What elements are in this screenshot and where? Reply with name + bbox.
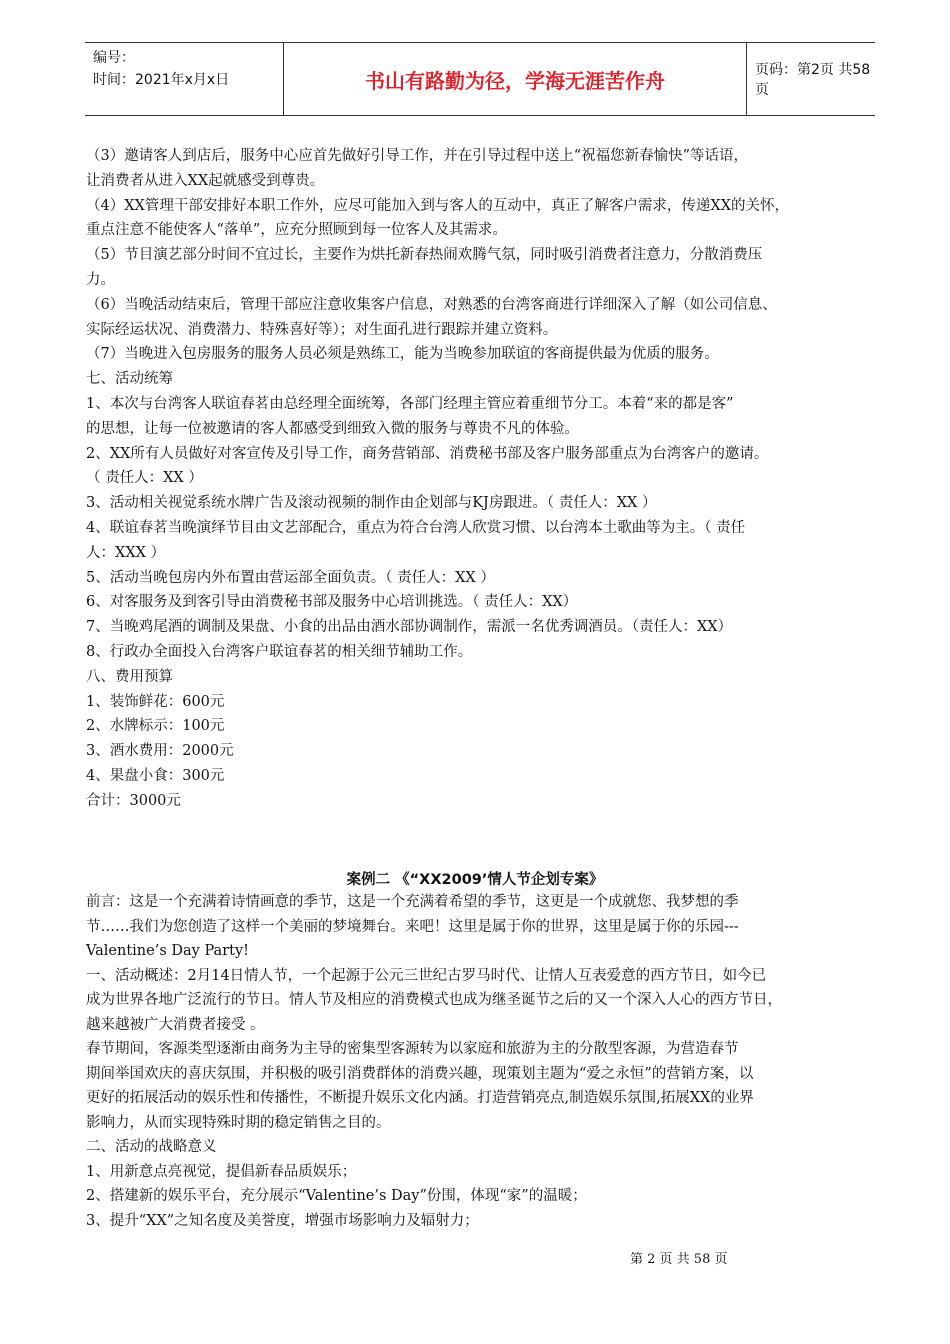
text-line: （5）节目演艺部分时间不宜过长，主要作为烘托新春热闹欢腾气氛，同时吸引消费者注意力，分散消费压 <box>86 247 763 264</box>
text-line: （4）XX管理干部安排好本职工作外，应尽可能加入到与客人的互动中，真正了解客户需求，传递XX的关怀， <box>86 197 790 214</box>
text-line: 4、联谊春茗当晚演绎节目由文艺部配合，重点为符合台湾人欣赏习惯、以台湾本土歌曲等为主。（ 责任 <box>86 520 746 536</box>
text-line: （6）当晚活动结束后，管理干部应注意收集客户信息，对熟悉的台湾客商进行详细深入了解（如公司信息、 <box>86 296 777 313</box>
text-line: 7、当晚鸡尾酒的调制及果盘、小食的出品由酒水部协调制作，需派一名优秀调酒员。（责任人：XX） <box>86 619 733 636</box>
text-line: 节……我们为您创造了这样一个美丽的梦境舞台。来吧！这里是属于你的世界，这里是属于你的乐园--- <box>86 918 739 935</box>
header-motto: 书山有路勤为径，学海无涯苦作舟 <box>283 43 747 115</box>
text-line: （7）当晚进入包房服务的服务人员必须是熟练工，能为当晚参加联谊的客商提供最为优质的服务。 <box>86 346 719 363</box>
text-line: 3、提升“XX”之知名度及美誉度，增强市场影响力及辐射力； <box>86 1212 479 1229</box>
text-line: 5、活动当晚包房内外布置由营运部全面负责。（ 责任人：XX ） <box>86 569 495 586</box>
text-line: 2、水牌标示：100元 <box>86 718 225 735</box>
text-line: （ 责任人：XX ） <box>86 470 203 487</box>
text-line: 3、酒水费用：2000元 <box>86 743 234 760</box>
text-line: 的思想，让每一位被邀请的客人都感受到细致入微的服务与尊贵不凡的体验。 <box>86 420 579 437</box>
text-line: 3、活动相关视觉系统水牌广告及滚动视频的制作由企划部与KJ房跟进。（ 责任人：XX ） <box>86 495 657 512</box>
case-title: 案例二 《“XX2009’情人节企划专案》 <box>346 872 604 888</box>
text-line: 重点注意不能使客人“落单”，应充分照顾到每一位客人及其需求。 <box>86 222 507 239</box>
text-line: 让消费者从进入XX起就感受到尊贵。 <box>86 172 325 189</box>
text-line: 八、费用预算 <box>86 668 173 685</box>
text-line: 七、活动统筹 <box>86 371 173 388</box>
text-line: 力。 <box>86 272 115 288</box>
text-line: Valentine’s Day Party! <box>86 943 249 959</box>
page-header <box>85 42 875 116</box>
header-time-label: 时间：2021年x月x日 <box>93 72 230 88</box>
text-line: 2、搭建新的娱乐平台，充分展示“Valentine’s Day”份围，体现“家”的温暖； <box>86 1188 587 1204</box>
text-line: 期间举国欢庆的喜庆氛围，并积极的吸引消费群体的消费兴趣，现策划主题为“爱之永恒”的营销方案，以 <box>86 1065 754 1082</box>
text-line: 影响力，从而实现特殊时期的稳定销售之目的。 <box>86 1114 391 1131</box>
text-line: 更好的拓展活动的娱乐性和传播性，不断提升娱乐文化内涵。打造营销亮点,制造娱乐氛围,拓展XX的业界 <box>86 1090 754 1106</box>
text-line: 一、活动概述：2月14日情人节，一个起源于公元三世纪古罗马时代、让情人互表爱意的西方节日，如今已 <box>86 967 767 984</box>
header-number-label: 编号： <box>93 50 135 66</box>
text-line: 6、对客服务及到客引导由消费秘书部及服务中心培训挑选。（ 责任人：XX） <box>86 594 578 611</box>
text-line: （3）邀请客人到店后，服务中心应首先做好引导工作，并在引导过程中送上“祝福您新春愉快”等话语， <box>86 148 749 164</box>
text-line: 1、装饰鲜花：600元 <box>86 693 225 710</box>
text-line: 前言：这是一个充满着诗情画意的季节，这是一个充满着希望的季节，这更是一个成就您、我梦想的季 <box>86 894 739 910</box>
page-footer: 第 2 页 共 58 页 <box>630 1252 728 1267</box>
text-line: 越来越被广大消费者接受 。 <box>86 1016 265 1033</box>
text-line: 2、XX所有人员做好对客宣传及引导工作，商务营销部、消费秘书部及客户服务部重点为台湾客户的邀请。 <box>86 445 769 462</box>
text-line: 合计：3000元 <box>86 792 181 809</box>
text-line: 成为世界各地广泛流行的节日。情人节及相应的消费模式也成为继圣诞节之后的又一个深入人心的西方节日， <box>86 992 782 1008</box>
text-line: 1、本次与台湾客人联谊春茗由总经理全面统筹，各部门经理主管应着重细节分工。本着“来的都是客” <box>86 396 734 412</box>
header-meta <box>93 47 283 91</box>
text-line: 二、活动的战略意义 <box>86 1139 217 1155</box>
text-line: 4、果盘小食：300元 <box>86 768 225 784</box>
text-line: 春节期间，客源类型逐渐由商务为主导的密集型客源转为以家庭和旅游为主的分散型客源，为营造春节 <box>86 1041 739 1057</box>
text-line: 8、行政办全面投入台湾客户联谊春茗的相关细节辅助工作。 <box>86 644 473 660</box>
text-line: 实际经运状况、消费潜力、特殊喜好等）；对生面孔进行跟踪并建立资料。 <box>86 321 558 338</box>
header-page-info: 页码：第2页 共58页 <box>755 62 871 98</box>
text-line: 人：XXX ） <box>86 544 166 561</box>
text-line: 1、用新意点亮视觉，提倡新春品质娱乐； <box>86 1163 357 1180</box>
